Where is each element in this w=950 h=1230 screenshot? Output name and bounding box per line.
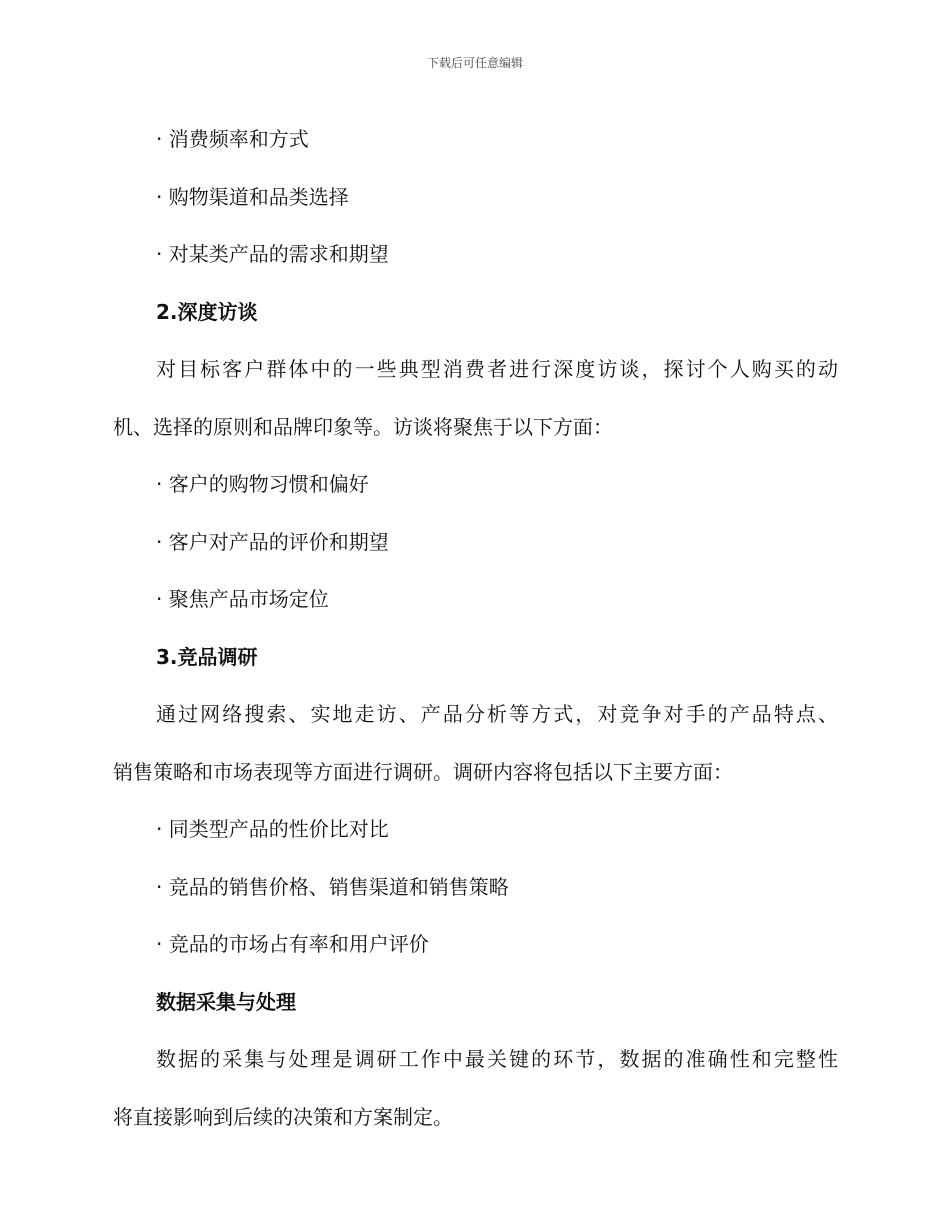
bullet-item: · 竞品的销售价格、销售渠道和销售策略 (156, 874, 509, 899)
paragraph-line: 数据的采集与处理是调研工作中最关键的环节，数据的准确性和完整性 (156, 1047, 838, 1071)
section-heading-competitor-research: 3.竞品调研 (156, 644, 258, 669)
paragraph-line: 对目标客户群体中的一些典型消费者进行深度访谈，探讨个人购买的动 (156, 357, 838, 381)
bullet-item: · 聚焦产品市场定位 (156, 587, 329, 611)
bullet-item: · 客户对产品的评价和期望 (156, 529, 389, 554)
section-heading-data-collection: 数据采集与处理 (156, 989, 296, 1014)
bullet-item: · 同类型产品的性价比对比 (156, 817, 389, 841)
document-body (113, 111, 838, 1146)
section-heading-depth-interview: 2.深度访谈 (156, 299, 258, 324)
bullet-item: · 客户的购物习惯和偏好 (156, 472, 369, 496)
bullet-item: · 竞品的市场占有率和用户评价 (156, 932, 429, 956)
page-header: 下载后可任意编辑 (426, 56, 523, 70)
paragraph-line: 销售策略和市场表现等方面进行调研。调研内容将包括以下主要方面： (113, 759, 733, 784)
bullet-item: · 购物渠道和品类选择 (156, 184, 349, 209)
bullet-item: · 对某类产品的需求和期望 (156, 242, 389, 266)
bullet-item: · 消费频率和方式 (156, 127, 309, 151)
paragraph-line: 通过网络搜索、实地走访、产品分析等方式，对竞争对手的产品特点、 (156, 702, 838, 726)
paragraph-line: 机、选择的原则和品牌印象等。访谈将聚焦于以下方面： (113, 414, 613, 439)
paragraph-line: 将直接影响到后续的决策和方案制定。 (113, 1104, 453, 1129)
